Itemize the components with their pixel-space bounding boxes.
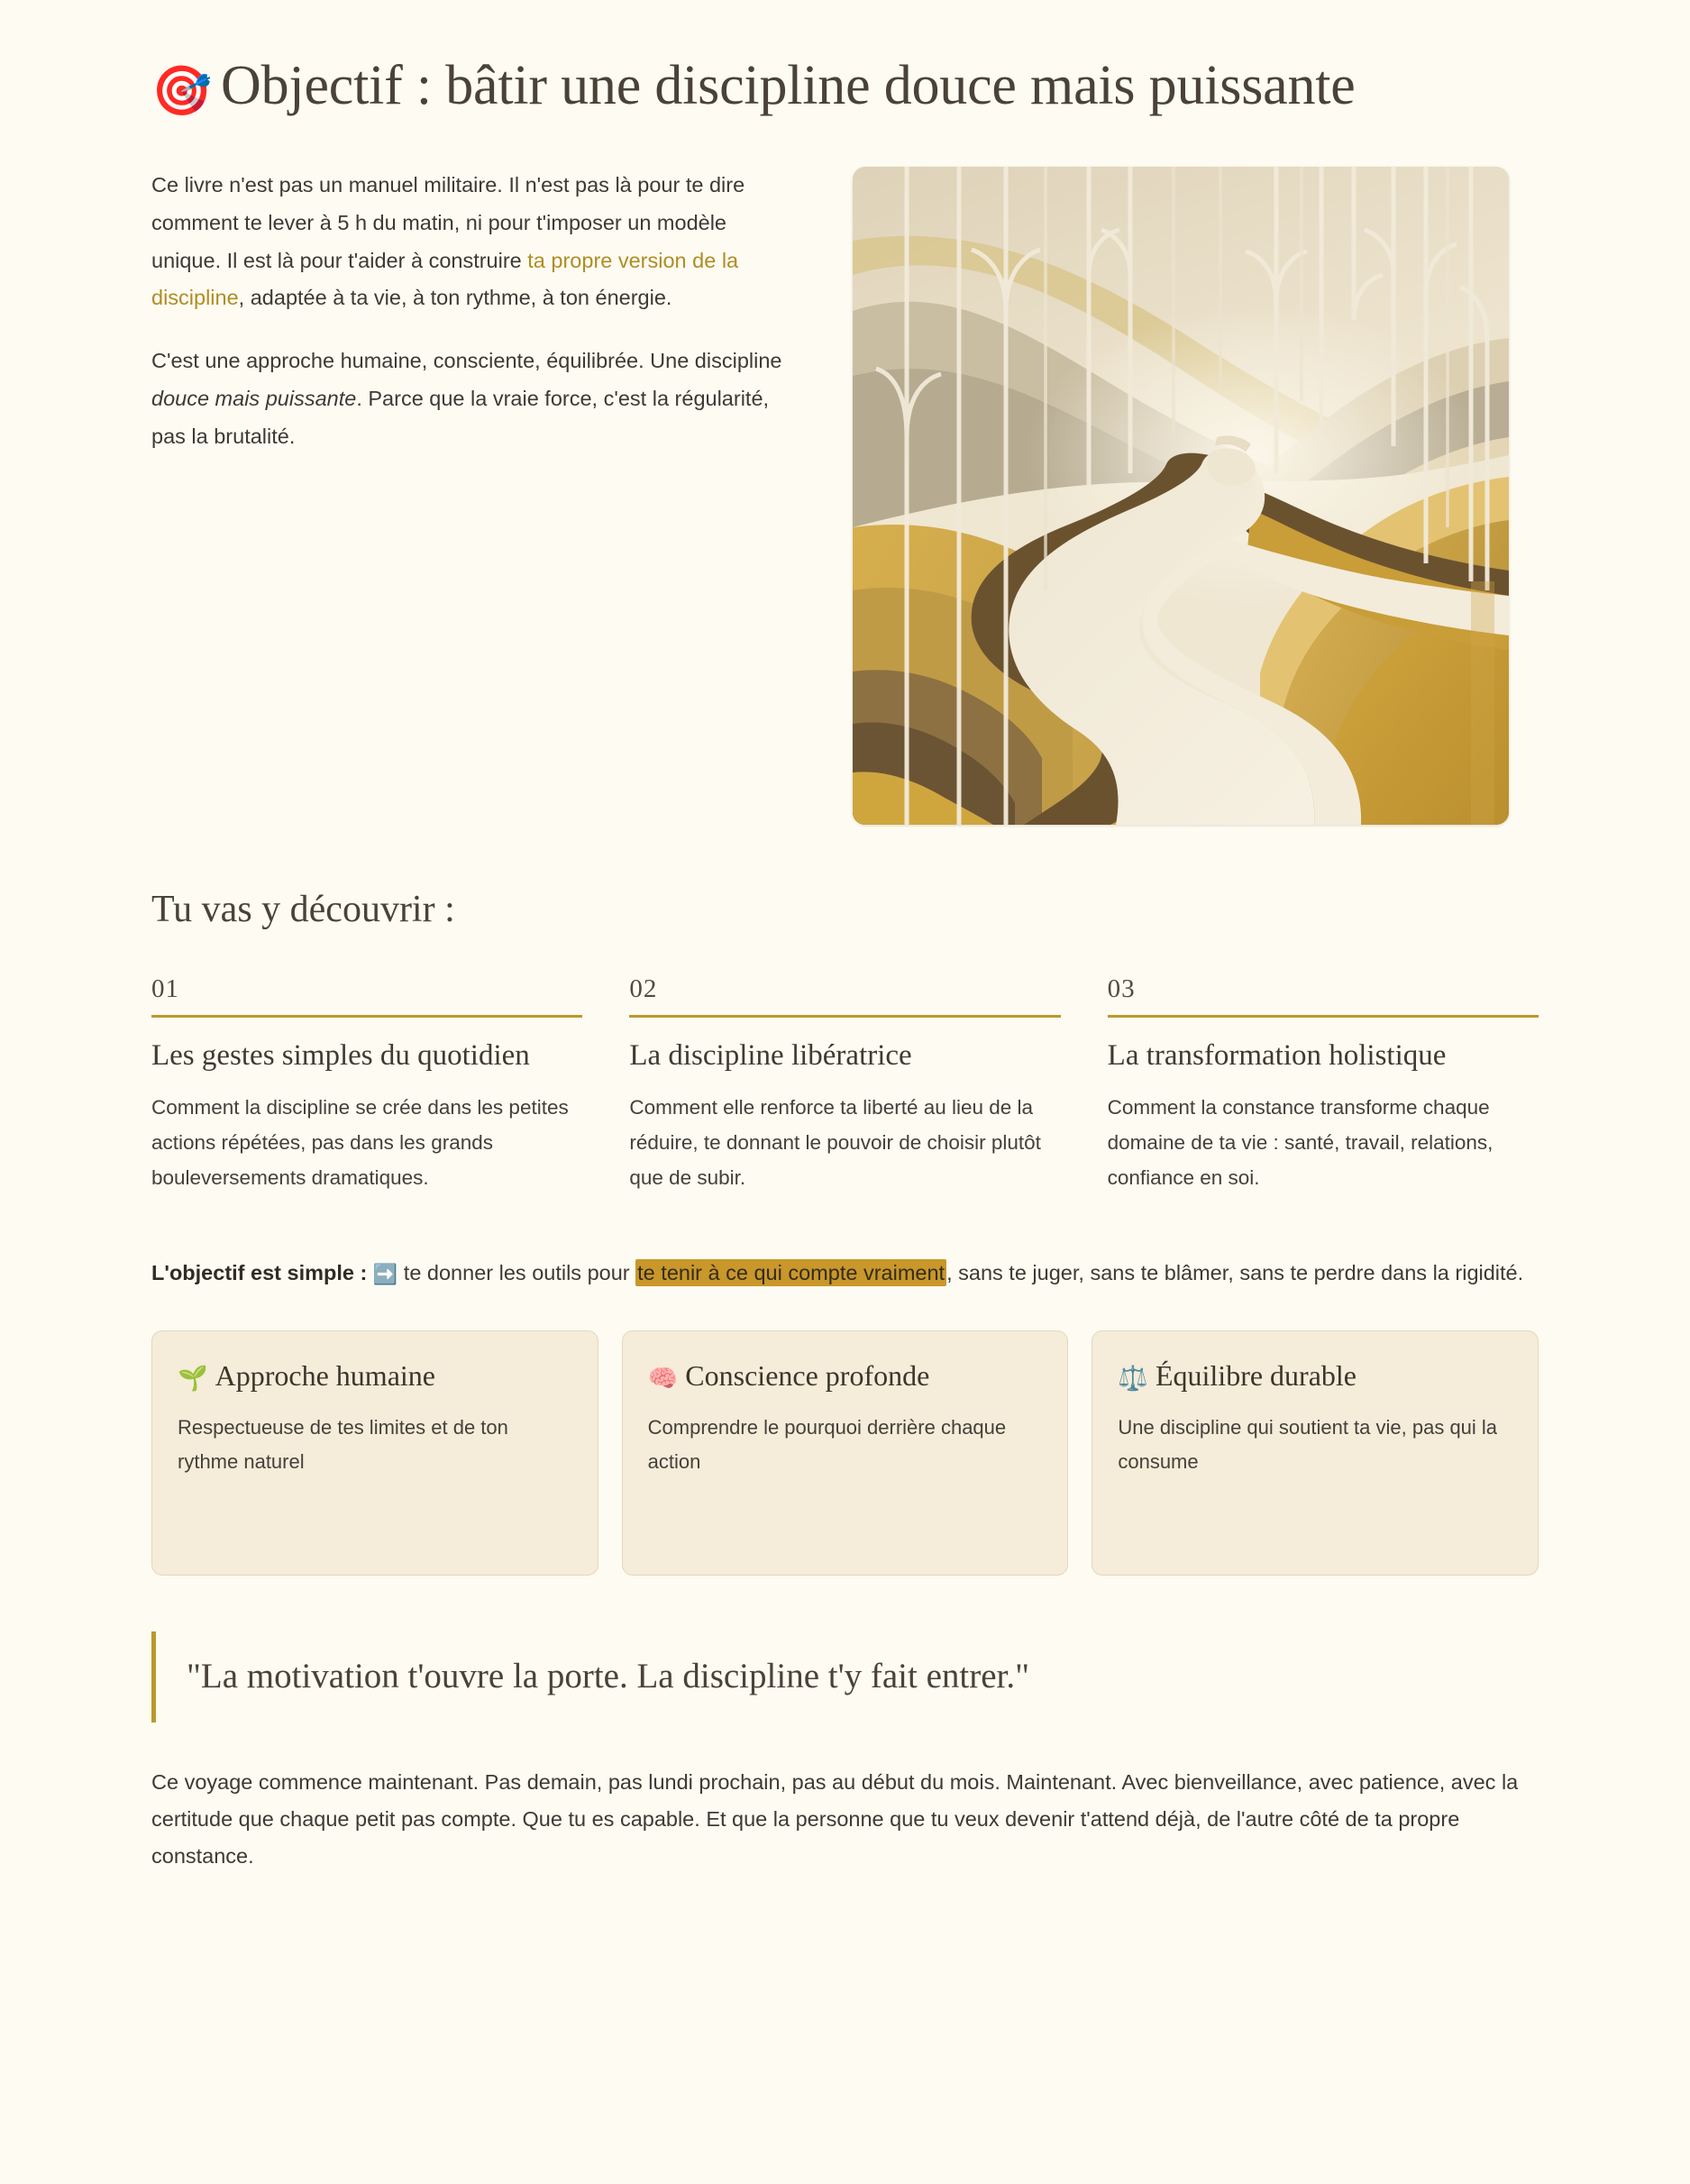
pull-quote-text: "La motivation t'ouvre la porte. La discipline t'y fait entrer."	[187, 1656, 1030, 1695]
discover-item-title: Les gestes simples du quotidien	[151, 1038, 530, 1072]
discover-item-number: 03	[1107, 973, 1136, 1003]
gold-divider	[151, 1015, 582, 1018]
discover-heading: Tu vas y découvrir :	[151, 888, 455, 930]
intro-section	[151, 167, 1539, 825]
target-emoji: 🎯	[151, 62, 213, 119]
feature-card-title-text: Équilibre durable	[1155, 1358, 1357, 1392]
feature-cards	[151, 1330, 1539, 1576]
discover-item-body: Comment elle renforce ta liberté au lieu de la réduire, te donnant le pouvoir de choisir plutôt que de subir.	[629, 1095, 1041, 1189]
discover-item-body: Comment la discipline se crée dans les petites actions répétées, pas dans les grands bouleversements dramatiques.	[151, 1095, 569, 1189]
intro-text-column	[151, 167, 799, 456]
intro-p2-part1: C'est une approche humaine, consciente, équilibrée. Une discipline	[151, 349, 782, 373]
discover-columns	[151, 974, 1539, 1195]
brain-emoji: 🧠	[647, 1364, 679, 1393]
page-title-text: Objectif : bâtir une discipline douce mais puissante	[221, 55, 1356, 116]
discover-item-02	[629, 974, 1060, 1195]
feature-card-approche-humaine	[151, 1330, 598, 1576]
intro-p1-part1: Ce livre n'est pas un manuel militaire. Il n'est pas là pour te dire comment te lever à 5 h du matin, ni pour t'imposer un modèle unique. Il est là pour t'aider à construire	[151, 172, 745, 272]
objective-paragraph	[151, 1255, 1539, 1293]
discover-item-01	[151, 974, 582, 1195]
right-arrow-emoji: ➡️	[372, 1263, 398, 1286]
discover-item-number: 01	[151, 973, 179, 1003]
discover-item-title: La transformation holistique	[1107, 1038, 1447, 1072]
feature-card-title	[648, 1358, 1043, 1394]
feature-card-body: Respectueuse de tes limites et de ton rythme naturel	[178, 1415, 508, 1474]
intro-p1-emphasis: ta propre version de la discipline	[151, 248, 739, 310]
winding-path-illustration	[853, 167, 1509, 825]
closing-paragraph: Ce voyage commence maintenant. Pas demain, pas lundi prochain, pas au début du mois. Maintenant. Avec bienveillance, avec patience, avec la certitude que chaque petit pas compte. Que tu es capable. Et que la personne que tu veux devenir t'attend déjà, de l'autre côté de ta propre constance.	[151, 1769, 1519, 1869]
title-block	[151, 0, 1539, 119]
intro-paragraph-1	[151, 167, 799, 317]
winding-path-svg	[853, 167, 1509, 825]
objective-middle: te donner les outils pour	[397, 1260, 636, 1284]
discover-item-number: 02	[629, 973, 658, 1003]
pull-quote	[151, 1631, 1539, 1723]
feature-card-title-text: Conscience profonde	[685, 1358, 930, 1392]
feature-card-equilibre-durable	[1092, 1330, 1539, 1576]
discover-item-body: Comment la constance transforme chaque domaine de ta vie : santé, travail, relations, confiance en soi.	[1107, 1095, 1494, 1189]
intro-p1-part2: , adaptée à ta vie, à ton rythme, à ton énergie.	[238, 286, 672, 310]
feature-card-title	[1118, 1358, 1512, 1394]
gold-divider	[629, 1015, 1060, 1018]
feature-card-title-text: Approche humaine	[215, 1358, 435, 1392]
feature-card-body: Comprendre le pourquoi derrière chaque action	[647, 1415, 1007, 1474]
objective-lead: L'objectif est simple :	[151, 1260, 368, 1284]
discover-item-03	[1108, 974, 1539, 1195]
discover-item-title: La discipline libératrice	[629, 1038, 912, 1072]
objective-tail: , sans te juger, sans te blâmer, sans te perdre dans la rigidité.	[946, 1260, 1524, 1284]
gold-divider	[1108, 1015, 1539, 1018]
objective-highlight: te tenir à ce qui compte vraiment	[637, 1260, 945, 1284]
seedling-emoji: 🌱	[178, 1364, 208, 1393]
intro-paragraph-2	[151, 343, 799, 455]
page-title	[151, 55, 1539, 119]
feature-card-title	[178, 1358, 572, 1394]
intro-p2-part2: . Parce que la vraie force, c'est la régularité, pas la brutalité.	[151, 387, 770, 448]
feature-card-body: Une discipline qui soutient ta vie, pas qui la consume	[1118, 1415, 1498, 1474]
balance-scale-emoji: ⚖️	[1118, 1364, 1148, 1393]
intro-p2-italic: douce mais puissante	[151, 387, 357, 411]
feature-card-conscience-profonde	[622, 1330, 1069, 1576]
